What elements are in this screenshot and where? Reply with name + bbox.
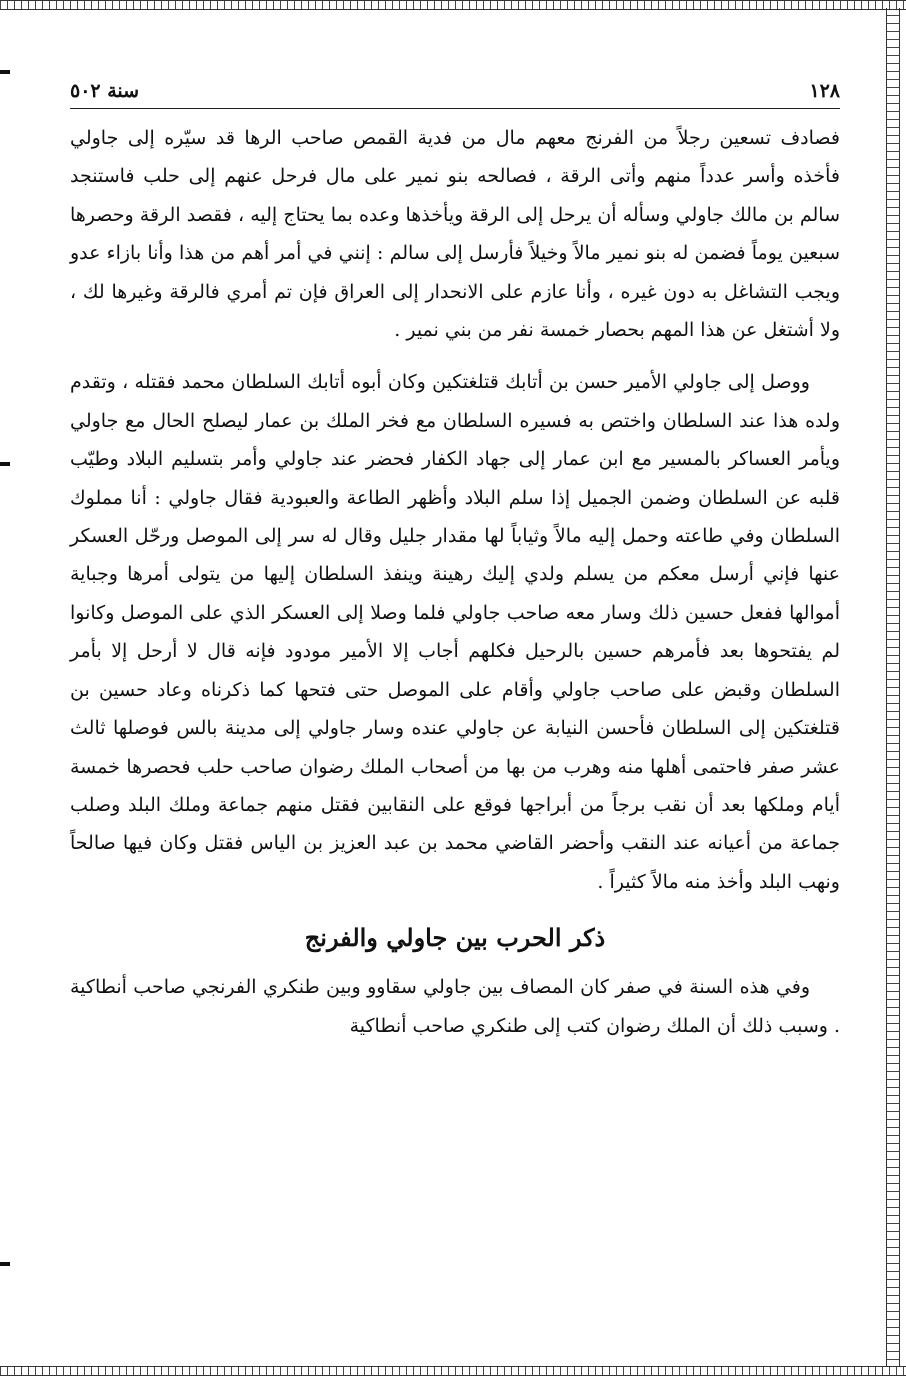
paragraph-1: فصادف تسعين رجلاً من الفرنج معهم مال من فدية القمص صاحب الرها قد سيّره إلى جاولي فأخذه وأسر عدداً منهم وأتى الرقة ، فصالحه بنو نمير على مال فرحل عنهم إلى حلب فاستنجد سالم بن مالك جاولي وسأله أن يرحل إلى الرقة ويأخذها وعده بما يحتاج إليه ، فقصد الرقة وحصرها سبعين يوماً فضمن له بنو نمير مالاً وخيلاً فأرسل إلى سالم : إنني في أمر أهم من هذا وأنا بازاء عدو ويجب التشاغل به دون غيره ، وأنا عازم على الانحدار إلى العراق فإن تم أمري فالرقة وغيرها لك ، ولا أشتغل عن هذا المهم بحصار خمسة نفر من بني نمير .	[70, 127, 840, 342]
decorative-border-right	[886, 8, 900, 1368]
margin-mark	[0, 1262, 10, 1266]
page-number: ١٢٨	[809, 80, 840, 102]
book-page	[70, 80, 840, 1360]
decorative-border-top	[0, 0, 906, 10]
decorative-border-bottom	[0, 1366, 906, 1376]
running-year: سنة ٥٠٢	[70, 80, 140, 102]
page-header	[70, 80, 840, 109]
closing-paragraph: وفي هذه السنة في صفر كان المصاف بين جاولي سقاوو وبين طنكري الفرنجي صاحب أنطاكية . وسبب ذلك أن الملك رضوان كتب إلى طنكري صاحب أنطاكية	[70, 976, 840, 1037]
paragraph-2: ووصل إلى جاولي الأمير حسن بن أتابك قتلغتكين وكان أبوه أتابك السلطان محمد فقتله ، وتقدم ولده هذا عند السلطان واختص به فسيره السلطان مع فخر الملك بن عمار ليصلح الحال مع جاولي ويأمر العساكر بالمسير مع ابن عمار إلى جهاد الكفار فحضر عند جاولي وأمر بتسليم البلاد وطيّب قلبه عن السلطان وضمن الجميل إذا سلم البلاد وأظهر الطاعة والعبودية فقال جاولي : أنا مملوك السلطان وفي طاعته وحمل إليه مالاً وثياباً لها مقدار جليل وقال له سر إلى الموصل ورحّل العسكر عنها فإني أرسل معكم من يسلم ولدي إليك رهينة وينفذ السلطان إليها من يتولى أمرها وجباية أموالها ففعل حسين ذلك وسار معه صاحب جاولي فلما وصلا إلى العسكر الذي على الموصل وكانوا لم يفتحوها بعد فأمرهم حسين بالرحيل فكلهم أجاب إلا الأمير مودود فإنه قال لا أرحل إلا بأمر السلطان وقبض على صاحب جاولي وأقام على الموصل حتى فتحها كما ذكرناه وعاد حسين بن قتلغتكين إلى السلطان فأحسن النيابة عن جاولي عنده وسار جاولي إلى مدينة بالس فوصلها ثالث عشر صفر فاحتمى أهلها منه وهرب من بها من أصحاب الملك رضوان صاحب حلب فحصرها خمسة أيام وملكها بعد أن نقب برجاً من أبراجها فوقع على النقابين فقتل منهم جماعة وملك البلد وصلب جماعة من أعيانه عند النقب وأحضر القاضي محمد بن عبد العزيز بن الياس فقتل وكان فيها صالحاً ونهب البلد وأخذ منه مالاً كثيراً .	[70, 371, 840, 893]
section-heading: ذكر الحرب بين جاولي والفرنج	[304, 923, 606, 953]
margin-mark	[0, 462, 10, 466]
margin-mark	[0, 70, 10, 74]
